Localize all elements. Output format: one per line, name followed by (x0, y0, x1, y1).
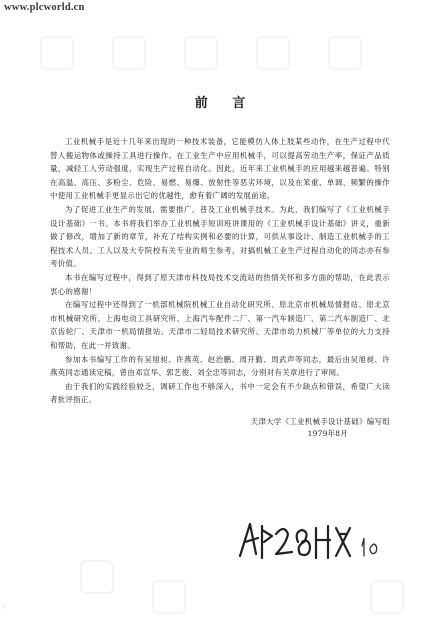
watermark-tile (80, 560, 114, 594)
date: 1979年8月 (307, 428, 348, 438)
watermark-tile (256, 36, 290, 70)
watermark-tile (152, 580, 186, 614)
handwritten-annotation (236, 516, 396, 566)
watermark-tile (112, 36, 146, 70)
corner-mark: ⌐ (2, 604, 7, 611)
paragraph: 参加本书编写工作的有吴旭昶、许燕英、赵治鹏、周开勤、周武声等同志，最后由吴旭昶、许燕英同志通读定稿，曾由邓宣华、郭艺俊、刘全忠等同志，分别对有关章进行了审阅。 (50, 354, 390, 378)
preface-page (50, 92, 390, 439)
watermark-url: www.plcworld.cn (4, 2, 85, 13)
watermark-tile (184, 36, 218, 70)
paragraph: 本书在编写过程中，得到了原天津市科技局技术交流站的热情关怀和多方面的帮助，在此表示衷心的感谢！ (50, 272, 390, 296)
paragraph: 工业机械手是近十几年来出现的一种技术装备，它能模仿人体上肢某些动作，在生产过程中代替人搬运物体或操持工具进行操作。在工业生产中应用机械手，可以提高劳动生产率，保证产品质量，减轻工人劳动强度，实现生产过程自动化。因此，近年来工业机械手的应用越来越普遍。特别在高温、高压、多粉尘、危险、易燃、易爆、放射性等恶劣环境，以及在笨重、单调、频繁的操作中使用工业机械手更显示出它的优越性，愈有着广阔的发展前途。 (50, 137, 390, 201)
page-title: 前 言 (194, 96, 256, 111)
paragraph: 在编写过程中还得到了一机部机械院机械工业自动化研究所、原北京市机械局情报站、原北京市机械研究所、上海电动工具研究所、上海汽车配件二厂、第一汽车制造厂、第二汽车制造厂、北京齿轮厂、天津市一机局情报站、天津市二轻局技术研究所、天津市幼力机械厂等单位的大力支持和帮助，在此一并致谢。 (50, 300, 390, 350)
watermark-tile (328, 36, 362, 70)
watermark-tile (370, 580, 404, 614)
paragraph: 为了促进工业生产的发展，需要推广、普及工业机械手技术。为此，我们编写了《工业机械手设计基础》一书。本书将我们举办工业机械手短训班讲课用的《工业机械手设计基础》讲义，重新做了修改，增加了新的章节，补充了结构实例和必要的计算，可供从事设计、制造工业机械手的工程技术人员、工人以及大专院校有关专业的师生参考，对搞机械工业生产过程自动化的同志亦有参考价值。 (50, 204, 390, 269)
watermark-tile (40, 36, 74, 70)
paragraph: 由于我们的实践经验较乏，调研工作也不够深入，书中一定会有不少缺点和错误，希望广大读者批评指正。 (50, 381, 390, 405)
signature: 天津大学《工业机械手设计基础》编写组 (250, 416, 390, 426)
